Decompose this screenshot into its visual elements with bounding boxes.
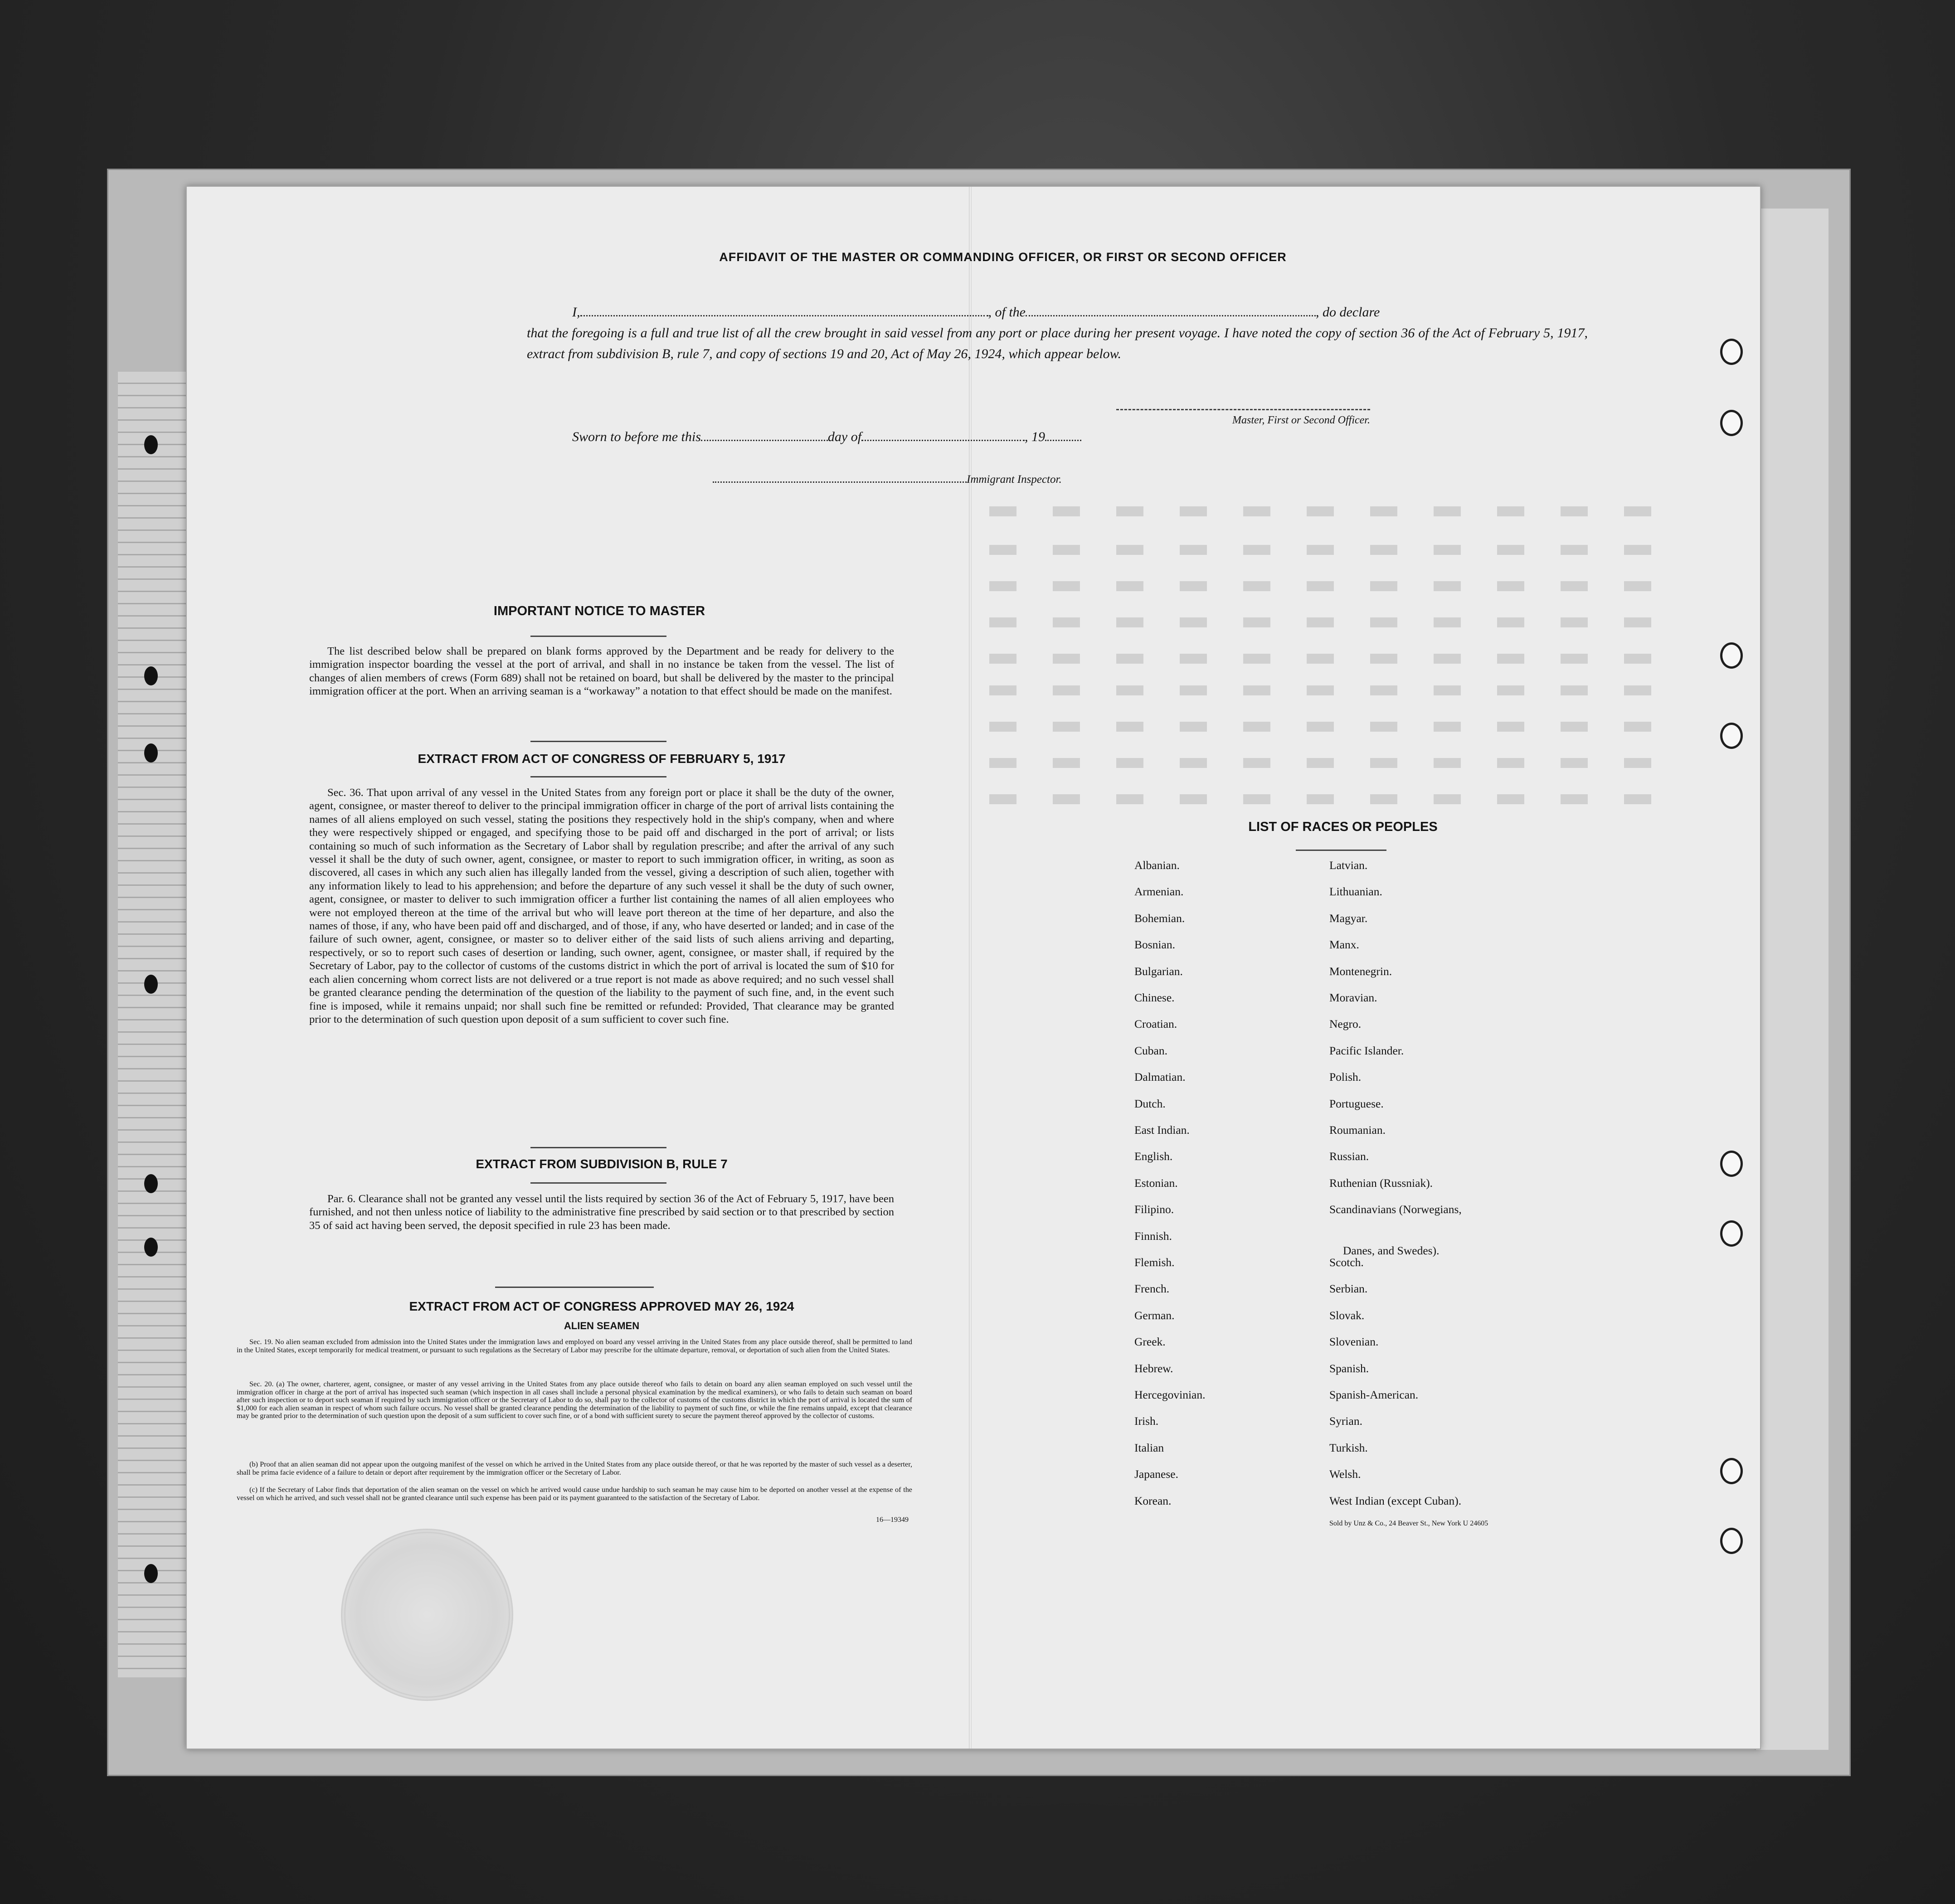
race-item: Dalmatian. xyxy=(1134,1070,1186,1084)
race-item: Bosnian. xyxy=(1134,938,1175,952)
race-item: Scandinavians (Norwegians, xyxy=(1329,1203,1462,1216)
extract-1924-sec20a: Sec. 20. (a) The owner, charterer, agent, consignee, or master of any vessel arriving in the United States from any place outside thereof who fails to detain on board any alien seaman employed on such vessel until the immigration officer in charge at the port of arrival has inspected such seaman (which inspection in all cases shall include a personal physical examination by the medical examiners), or who fails to detain such seaman on board after such inspection or to deport such seaman if required by such immigration officer or the Secretary of Labor to do so, shall pay to the collector of customs of the customs district in which the port of arrival is located the sum of $1,000 for each alien seaman in respect of whom such failure occurs. No vessel shall be granted clearance pending the determination of the liability to payment of such fine, or while the fine remains unpaid, except that clearance may be granted prior to the determination of such question upon the deposit of a sum sufficient to cover such fine, or of a bond with sufficient surety to secure the payment thereof approved by the collector of customs. xyxy=(237,1380,912,1420)
master-signature-label: Master, First or Second Officer. xyxy=(1232,414,1370,426)
binder-hole xyxy=(144,666,158,685)
race-item: Russian. xyxy=(1329,1150,1369,1163)
page-fold xyxy=(969,187,972,1749)
race-item: West Indian (except Cuban). xyxy=(1329,1494,1462,1507)
day-of-label: day of xyxy=(827,429,862,444)
race-item: East Indian. xyxy=(1134,1123,1190,1137)
race-item: Slovak. xyxy=(1329,1308,1365,1322)
race-item: Portuguese. xyxy=(1329,1097,1384,1110)
bleed-through-row xyxy=(989,545,1669,555)
master-signature-line[interactable] xyxy=(1116,409,1370,410)
affidavit-declaration: that the foregoing is a full and true list of all the crew brought in said vessel from any port or place during her present voyage. I have noted the copy of section 36 of the Act of February 5, 1917, extract from subdivision B, rule 7, and copy of sections 19 and 20, Act of May 26, 1924, which appear below. xyxy=(527,325,1588,361)
race-item: Moravian. xyxy=(1329,991,1377,1004)
sworn-year-blank[interactable] xyxy=(1045,428,1081,441)
binder-strip xyxy=(118,372,190,1677)
binder-hole xyxy=(144,743,158,763)
race-item: English. xyxy=(1134,1150,1173,1163)
inspector-line xyxy=(713,470,1257,486)
race-item: Turkish. xyxy=(1329,1441,1368,1454)
underlying-sheet-edge xyxy=(1755,209,1829,1750)
punch-hole xyxy=(1720,642,1743,669)
inspector-label: Immigrant Inspector. xyxy=(967,473,1062,486)
punch-hole xyxy=(1720,1220,1743,1247)
race-item: Negro. xyxy=(1329,1017,1362,1031)
race-item: Albanian. xyxy=(1134,859,1180,872)
extract-1917-text: Sec. 36. That upon arrival of any vessel in the United States from any foreign port or place it shall be the duty of the owner, agent, consignee, or master thereof to deliver to the principal immigration officer in charge of the port of arrival lists containing the names of all aliens employed on such vessel, stating the positions they respectively hold in the ship's company, when and where they were respectively shipped or engaged, and specifying those to be paid off and discharged in the port of arrival; or lists containing so much of such information as the Secretary of Labor shall by regulation prescribe; and after the arrival of any such vessel it shall be the duty of such owner, agent, consignee, or master to report to such immigration officer, in writing, as soon as discovered, all cases in which any such alien has illegally landed from the vessel, giving a description of such alien, together with any information likely to lead to his apprehension; and before the departure of any such vessel it shall be the duty of such owner, agent, consignee, or master to deliver to such immigration officer a further list containing the names of all alien employees who were not employed thereon at the time of the arrival but who will leave port thereon at the time of her departure, and also the names of those, if any, who have been paid off and discharged, and of those, if any, who have deserted or landed; and in case of the failure of such owner, agent, consignee, or master so to deliver either of the said lists of such aliens arriving and departing, respectively, or so to report such cases of desertion or landing, such owner, agent, consignee, or master shall, if required by the Secretary of Labor, pay to the collector of customs of the customs district in which the port of arrival is located the sum of $10 for each alien concerning whom correct lists are not delivered or a true report is not made as above required; and no such vessel shall be granted clearance pending the determination of the question of the liability to the payment of such fine, and, in the event such fine is imposed, while it remains unpaid; nor shall such fine be remitted or refunded: Provided, That clearance may be granted prior to the determination of such question upon deposit of a sum sufficient to cover such fine. xyxy=(309,787,894,1025)
race-item: Welsh. xyxy=(1329,1467,1361,1481)
race-item: Japanese. xyxy=(1134,1467,1178,1481)
notice-text: The list described below shall be prepared on blank forms approved by the Department and be ready for delivery to the immigration inspector boarding the vessel at the port of arrival, and shall in no instance be taken from the vessel. The list of changes of alien members of crews (Form 689) shall not be retained on board, but shall be delivered by the master to the principal immigration officer at the port. When an arriving seaman is a “workaway” a notation to that effect should be made on the manifest. xyxy=(309,645,894,698)
year-label: , 19 xyxy=(1025,429,1046,444)
extract-1924-sec20c: (c) If the Secretary of Labor finds that deportation of the alien seaman on the vessel on which he arrived would cause undue hardship to such seaman he may cause him to be deported on another vessel at the expense of the vessel on which he arrived, and such vessel shall not be granted clearance until such expense has been paid or its payment guaranteed to the satisfaction of the Secretary of Labor. xyxy=(237,1486,912,1502)
extract-1924-sec20b: (b) Proof that an alien seaman did not appear upon the outgoing manifest of the vessel on which he arrived in the United States from any place outside thereof, or that he was reported by the master of such vessel as a deserter, shall be prima facie evidence of a failure to detain or deport after requirement by the immigration officer or the Secretary of Labor. xyxy=(237,1460,912,1477)
race-item: Magyar. xyxy=(1329,911,1368,925)
race-item: Korean. xyxy=(1134,1494,1172,1507)
punch-hole xyxy=(1720,410,1743,436)
extract-rule7-text: Par. 6. Clearance shall not be granted any vessel until the lists required by section 36 of the Act of February 5, 1917, have been furnished, and not then unless notice of liability to the administrative fine prescribed by said section or to that prescribed by section 35 of said act having been served, the deposit specified in rule 23 has been made. xyxy=(309,1193,894,1232)
sworn-month-blank[interactable] xyxy=(861,428,1025,441)
form-number: 16—19349 xyxy=(876,1516,909,1524)
race-item: Estonian. xyxy=(1134,1176,1178,1190)
race-item: Flemish. xyxy=(1134,1256,1175,1269)
race-item: Montenegrin. xyxy=(1329,964,1392,978)
printer-credit: Sold by Unz & Co., 24 Beaver St., New York U 24605 xyxy=(1329,1520,1488,1527)
document-page xyxy=(186,186,1761,1749)
bleed-through-row xyxy=(989,722,1669,732)
punch-hole xyxy=(1720,339,1743,365)
race-item: Filipino. xyxy=(1134,1203,1174,1216)
bleed-through-row xyxy=(989,685,1669,695)
race-item: Roumanian. xyxy=(1329,1123,1386,1137)
race-item: Hercegovinian. xyxy=(1134,1388,1206,1401)
race-item: Spanish. xyxy=(1329,1361,1369,1375)
punch-hole xyxy=(1720,1458,1743,1484)
race-item: Scotch. xyxy=(1329,1256,1364,1269)
extract-1924-sec19: Sec. 19. No alien seaman excluded from admission into the United States under the immigration laws and employed on board any vessel arriving in the United States from any place outside thereof, shall be permitted to land in the United States, except temporarily for medical treatment, or pursuant to such regulations as the Secretary of Labor may prescribe for the ultimate departure, removal, or deportation of such alien from the United States. xyxy=(237,1338,912,1354)
race-item: Pacific Islander. xyxy=(1329,1044,1404,1057)
race-item: Syrian. xyxy=(1329,1414,1362,1428)
race-item: Cuban. xyxy=(1134,1044,1167,1057)
faint-handwriting xyxy=(267,558,284,611)
extract-1917-title: EXTRACT FROM ACT OF CONGRESS OF FEBRUARY 5, 1917 xyxy=(418,752,786,766)
inspector-signature-blank[interactable] xyxy=(713,470,967,483)
race-item: Greek. xyxy=(1134,1335,1166,1349)
race-item: Dutch. xyxy=(1134,1097,1166,1110)
race-item: French. xyxy=(1134,1282,1170,1296)
sworn-label: Sworn to before me this xyxy=(572,429,701,444)
binder-hole xyxy=(144,1564,158,1583)
sworn-day-blank[interactable] xyxy=(701,428,828,441)
extract-1924-subtitle: ALIEN SEAMEN xyxy=(564,1320,640,1331)
affidavit-declare-label: , do declare xyxy=(1316,305,1380,320)
name-blank[interactable] xyxy=(580,303,988,316)
race-item: Danes, and Swedes). xyxy=(1343,1243,1440,1257)
race-item: German. xyxy=(1134,1308,1175,1322)
race-item: Serbian. xyxy=(1329,1282,1368,1296)
embossed-seal xyxy=(341,1529,513,1701)
race-item: Ruthenian (Russniak). xyxy=(1329,1176,1433,1190)
race-item: Manx. xyxy=(1329,938,1359,952)
race-item: Italian xyxy=(1134,1441,1164,1454)
race-item: Slovenian. xyxy=(1329,1335,1379,1349)
notice-rule xyxy=(530,636,666,637)
race-item: Bulgarian. xyxy=(1134,964,1183,978)
sworn-line xyxy=(572,428,1207,445)
bleed-through-row xyxy=(989,794,1669,804)
bleed-through-row xyxy=(989,506,1669,516)
binder-hole xyxy=(144,435,158,454)
race-item: Spanish-American. xyxy=(1329,1388,1419,1401)
bleed-through-row xyxy=(989,758,1669,768)
bleed-through-row xyxy=(989,581,1669,591)
race-item: Armenian. xyxy=(1134,885,1184,899)
section-divider xyxy=(530,741,666,742)
race-item: Lithuanian. xyxy=(1329,885,1382,899)
bleed-through-row xyxy=(989,617,1669,627)
punch-hole xyxy=(1720,723,1743,749)
affidavit-of-the-label: , of the xyxy=(988,305,1026,320)
section-divider xyxy=(530,1147,666,1148)
punch-hole xyxy=(1720,1151,1743,1177)
affidavit-text xyxy=(527,302,1588,364)
race-item: Polish. xyxy=(1329,1070,1362,1084)
binder-hole xyxy=(144,1174,158,1193)
race-item: Chinese. xyxy=(1134,991,1175,1004)
extract-1917-rule xyxy=(530,776,666,777)
extract-rule7-rule xyxy=(530,1182,666,1184)
extract-rule7-title: EXTRACT FROM SUBDIVISION B, RULE 7 xyxy=(476,1157,728,1171)
binder-hole xyxy=(144,975,158,994)
bleed-through-row xyxy=(989,654,1669,664)
race-item: Bohemian. xyxy=(1134,911,1185,925)
race-item: Hebrew. xyxy=(1134,1361,1173,1375)
race-item: Croatian. xyxy=(1134,1017,1177,1031)
race-item: Finnish. xyxy=(1134,1229,1172,1243)
race-item: Irish. xyxy=(1134,1414,1159,1428)
race-item: Latvian. xyxy=(1329,859,1368,872)
vessel-blank[interactable] xyxy=(1026,303,1316,316)
binder-hole xyxy=(144,1238,158,1257)
races-title-rule xyxy=(1296,850,1386,851)
affidavit-title: AFFIDAVIT OF THE MASTER OR COMMANDING OFFICER, OR FIRST OR SECOND OFFICER xyxy=(719,250,1287,264)
punch-hole xyxy=(1720,1528,1743,1554)
notice-title: IMPORTANT NOTICE TO MASTER xyxy=(493,604,705,618)
races-title: LIST OF RACES OR PEOPLES xyxy=(1248,820,1438,834)
extract-1924-title: EXTRACT FROM ACT OF CONGRESS APPROVED MAY 26, 1924 xyxy=(409,1299,794,1313)
affidavit-i-label: I, xyxy=(572,305,580,320)
section-divider xyxy=(495,1287,654,1288)
